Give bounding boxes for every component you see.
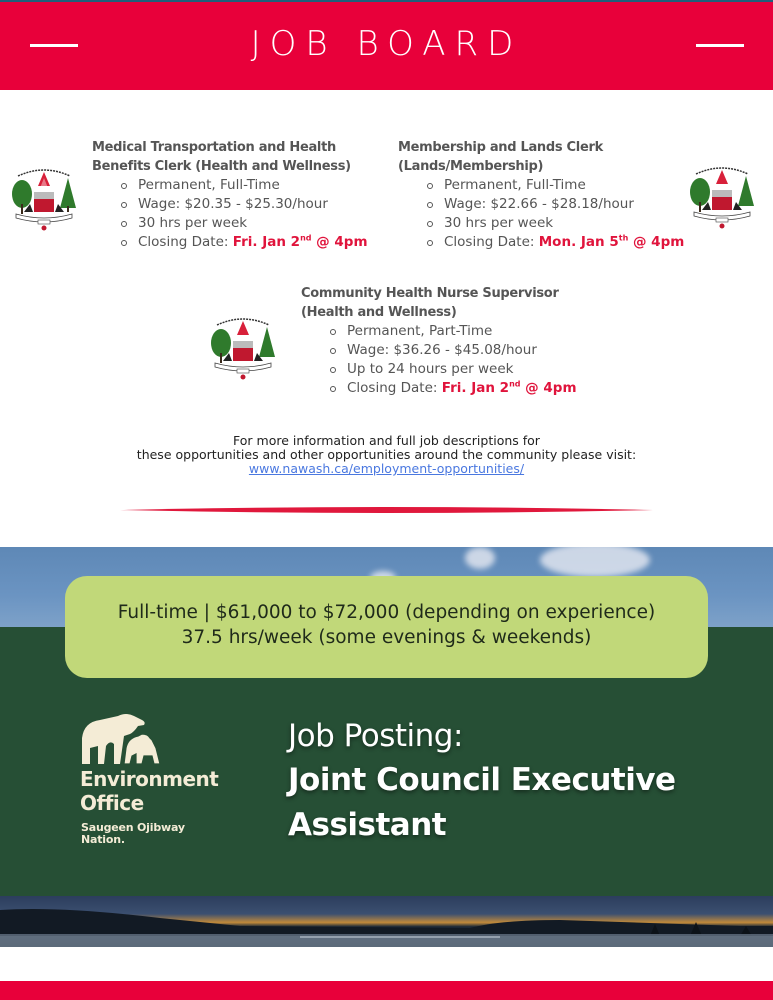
closing-label: Closing Date:	[347, 380, 442, 396]
job-closing-date	[138, 233, 368, 252]
closing-label: Closing Date:	[444, 234, 539, 250]
org-subtitle	[81, 822, 185, 846]
job-title: (Lands/Membership)	[398, 159, 544, 174]
closing-date-time: @ 4pm	[628, 234, 685, 250]
posting-title: Joint Council Executive	[288, 762, 676, 798]
org-name-line: Environment	[80, 767, 219, 791]
closing-date	[539, 234, 685, 250]
job-title: Membership and Lands Clerk	[398, 140, 603, 155]
job-listing	[301, 284, 577, 398]
info-line: these opportunities and other opportunities around the community please visit:	[136, 447, 637, 462]
posting-title: Assistant	[288, 807, 447, 843]
closing-label: Closing Date:	[138, 234, 233, 250]
job-title: Medical Transportation and Health	[92, 140, 336, 155]
job-hours: 30 hrs per week	[138, 214, 368, 233]
job-details	[398, 176, 684, 252]
cloud	[465, 547, 495, 569]
nawash-seal-icon	[686, 158, 758, 230]
closing-date-time: @ 4pm	[311, 234, 368, 250]
job-wage: Wage: $20.35 - $25.30/hour	[138, 195, 368, 214]
salary-pill	[65, 576, 708, 678]
closing-date-day: Mon. Jan 5	[538, 234, 619, 250]
landscape-silhouette	[0, 896, 773, 947]
org-name	[80, 767, 218, 815]
page-title: JOB BOARD	[250, 24, 523, 64]
job-title: (Health and Wellness)	[301, 305, 457, 320]
job-title: Community Health Nurse Supervisor	[301, 286, 559, 301]
job-details	[301, 322, 577, 398]
closing-date-day: Fri. Jan 2	[232, 234, 301, 250]
job-details	[92, 176, 368, 252]
job-listing	[92, 138, 368, 252]
job-wage: Wage: $22.66 - $28.18/hour	[444, 195, 684, 214]
closing-date-suffix: nd	[509, 379, 521, 389]
job-listing	[398, 138, 684, 252]
closing-date	[233, 234, 368, 250]
divider	[120, 506, 653, 514]
hours-line: 37.5 hrs/week (some evenings & weekends)	[181, 627, 592, 648]
job-posting-heading	[288, 714, 676, 848]
job-type: Permanent, Part-Time	[347, 322, 577, 341]
closing-date-day: Fri. Jan 2	[441, 380, 510, 396]
org-name-line: Office	[80, 791, 144, 815]
job-type: Permanent, Full-Time	[444, 176, 684, 195]
more-info	[0, 434, 773, 476]
org-subtitle-line: Saugeen Ojibway	[81, 821, 185, 834]
footer-bar	[0, 981, 773, 1000]
closing-date-time: @ 4pm	[520, 380, 577, 396]
job-title: Benefits Clerk (Health and Wellness)	[92, 159, 351, 174]
header-banner	[0, 2, 773, 90]
closing-date-suffix: nd	[300, 233, 312, 243]
job-closing-date	[347, 379, 577, 398]
employment-link[interactable]: www.nawash.ca/employment-opportunities/	[248, 461, 525, 476]
cloud	[540, 547, 650, 577]
closing-date-suffix: th	[618, 233, 629, 243]
job-type: Permanent, Full-Time	[138, 176, 368, 195]
lake-landscape-image	[0, 896, 773, 947]
job-closing-date	[444, 233, 684, 252]
closing-date	[442, 380, 577, 396]
job-hours: 30 hrs per week	[444, 214, 684, 233]
nawash-seal-icon	[207, 309, 279, 381]
header-dash-right	[696, 44, 744, 47]
info-line: For more information and full job descriptions for	[233, 433, 540, 448]
org-subtitle-line: Nation.	[81, 833, 125, 846]
nawash-seal-icon	[8, 160, 80, 232]
salary-line: Full-time | $61,000 to $72,000 (depending on experience)	[117, 602, 656, 623]
heading-label: Job Posting:	[288, 718, 463, 754]
job-wage: Wage: $36.26 - $45.08/hour	[347, 341, 577, 360]
bear-logo-icon	[80, 712, 170, 764]
job-hours: Up to 24 hours per week	[347, 360, 577, 379]
